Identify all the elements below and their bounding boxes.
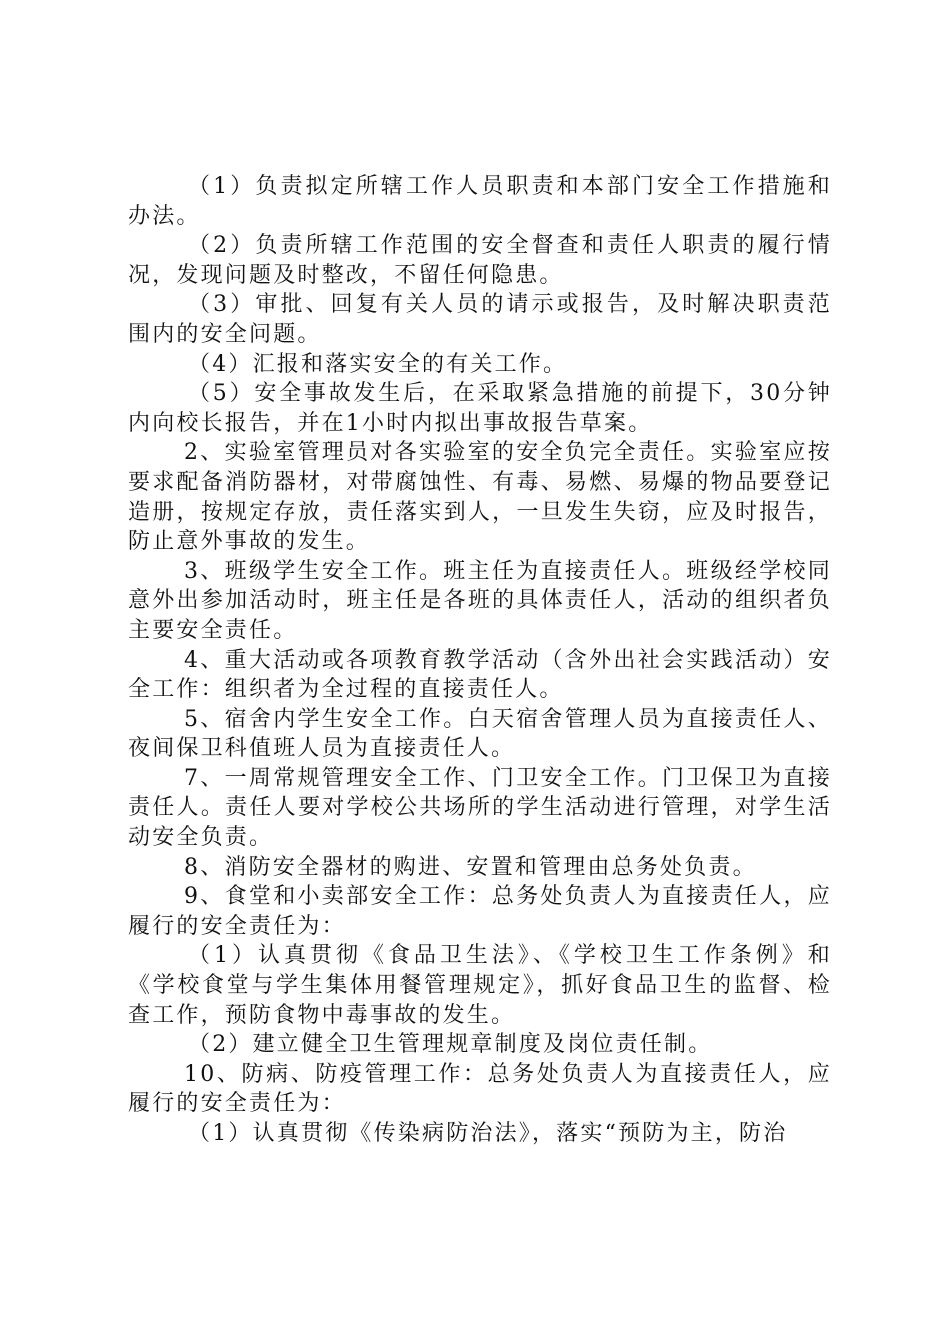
paragraph-section-9-item-2: （2）建立健全卫生管理规章制度及岗位责任制。 xyxy=(188,1032,713,1058)
paragraph-section-4: 4、重大活动或各项教育教学活动（含外出社会实践活动）安全工作：组织者为全过程的直接责任人。 xyxy=(128,647,832,703)
paragraph-item-1: （1）负责拟定所辖工作人员职责和本部门安全工作措施和办法。 xyxy=(128,174,832,229)
paragraph-section-7: 7、一周常规管理安全工作、门卫安全工作。门卫保卫为直接责任人。责任人要对学校公共场所的学生活动进行管理，对学生活动安全负责。 xyxy=(128,765,832,851)
paragraph-section-10: 10、防病、防疫管理工作：总务处负责人为直接责任人，应履行的安全责任为： xyxy=(128,1061,832,1117)
paragraph-item-3: （3）审批、回复有关人员的请示或报告，及时解决职责范围内的安全问题。 xyxy=(128,292,832,347)
paragraph-item-4: （4）汇报和落实安全的有关工作。 xyxy=(188,351,568,377)
paragraph-section-3: 3、班级学生安全工作。班主任为直接责任人。班级经学校同意外出参加活动时，班主任是各班的具体责任人，活动的组织者负主要安全责任。 xyxy=(128,558,832,643)
paragraph-section-10-item-1: （1）认真贯彻《传染病防治法》，落实“预防为主，防治 xyxy=(188,1121,788,1146)
paragraph-section-2: 2、实验室管理员对各实验室的安全负完全责任。实验室应按要求配备消防器材，对带腐蚀性、有毒、易燃、易爆的物品要登记造册，按规定存放，责任落实到人，一旦发生失窃，应及时报告，防止意外事故的发生。 xyxy=(128,440,832,555)
paragraph-section-9: 9、食堂和小卖部安全工作：总务处负责人为直接责任人，应履行的安全责任为： xyxy=(128,884,832,939)
paragraph-item-5: （5）安全事故发生后，在采取紧急措施的前提下，30分钟内向校长报告，并在1小时内拟出事故报告草案。 xyxy=(128,381,832,436)
paragraph-section-8: 8、消防安全器材的购进、安置和管理由总务处负责。 xyxy=(184,854,757,880)
paragraph-section-9-item-1: （1）认真贯彻《食品卫生法》、《学校卫生工作条例》和《学校食堂与学生集体用餐管理规定》，抓好食品卫生的监督、检查工作，预防食物中毒事故的发生。 xyxy=(128,943,832,1028)
paragraph-section-5: 5、宿舍内学生安全工作。白天宿舍管理人员为直接责任人、夜间保卫科值班人员为直接责任人。 xyxy=(128,706,832,762)
document-body xyxy=(128,172,832,1149)
paragraph-item-2: （2）负责所辖工作范围的安全督查和责任人职责的履行情况，发现问题及时整改，不留任何隐患。 xyxy=(128,233,832,288)
